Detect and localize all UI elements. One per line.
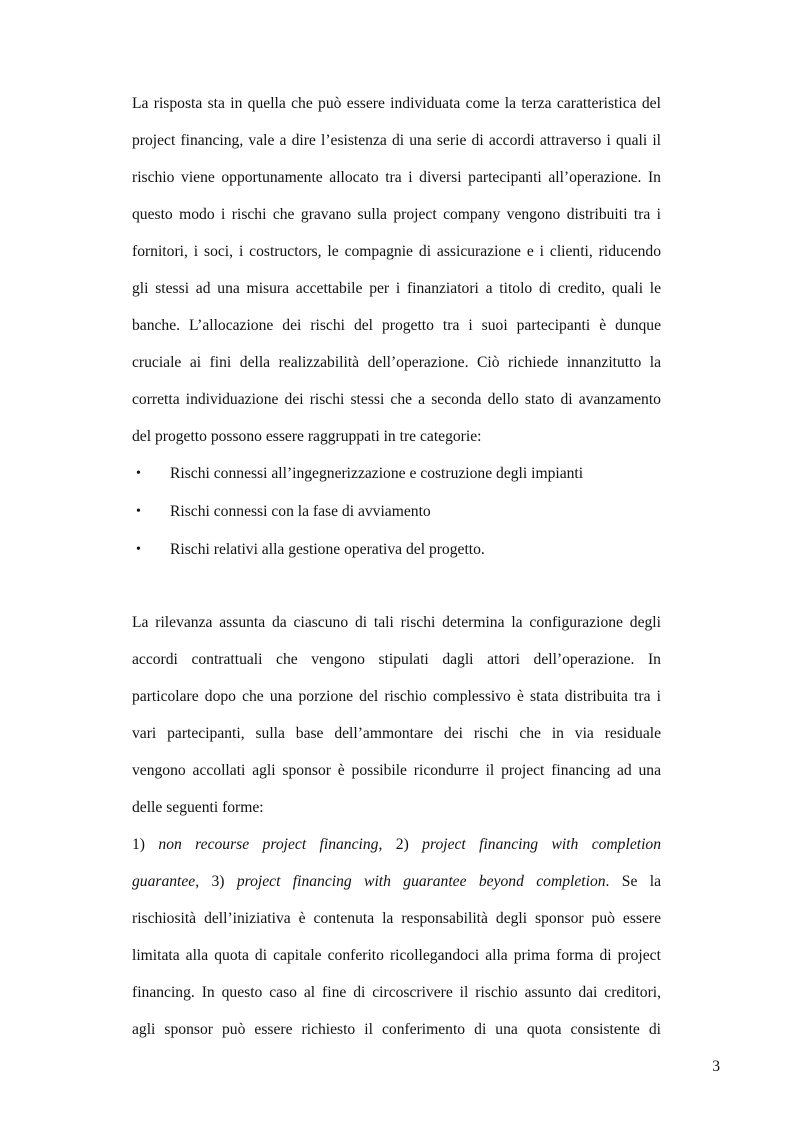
- text-line: corretta individuazione dei rischi stessi che a seconda dello stato di avanzamento: [132, 391, 661, 408]
- text-line: limitata alla quota di capitale conferito ricollegandoci alla prima forma di project: [132, 947, 661, 964]
- text-line: cruciale ai fini della realizzabilità dell’operazione. Ciò richiede innanzitutto la: [132, 354, 661, 371]
- text-run-italic: project financing with guarantee beyond completion: [236, 873, 606, 890]
- list-item: [132, 539, 661, 561]
- list-item-text: Rischi connessi all’ingegnerizzazione e costruzione degli impianti: [170, 465, 584, 482]
- text-run-italic: non recourse project financing: [158, 836, 379, 853]
- text-line: delle seguenti forme:: [132, 799, 264, 816]
- bullet-icon: •: [136, 466, 141, 481]
- text-line: vengono accollati agli sponsor è possibile ricondurre il project financing ad una: [132, 762, 661, 779]
- bullet-icon: •: [136, 504, 141, 519]
- text-line: banche. L’allocazione dei rischi del progetto tra i suoi partecipanti è dunque: [132, 317, 661, 334]
- text-line: rischiosità dell’iniziativa è contenuta la responsabilità degli sponsor può essere: [132, 910, 661, 927]
- text-line: particolare dopo che una porzione del rischio complessivo è stata distribuita tra i: [132, 688, 661, 705]
- text-line: accordi contrattuali che vengono stipulati dagli attori dell’operazione. In: [132, 651, 661, 668]
- list-item: [132, 501, 661, 523]
- text-line: del progetto possono essere raggruppati in tre categorie:: [132, 428, 482, 445]
- text-run-italic: guarantee: [132, 873, 196, 890]
- text-line: fornitori, i soci, i costructors, le compagnie di assicurazione e i clienti, riducendo: [132, 243, 661, 260]
- text-run: , 3): [195, 873, 237, 890]
- list-item-text: Rischi relativi alla gestione operativa del progetto.: [170, 541, 485, 558]
- page-number: 3: [712, 1058, 720, 1075]
- text-line: vari partecipanti, sulla base dell’ammontare dei rischi che in via residuale: [132, 725, 661, 742]
- text-run-italic: project financing with completion: [422, 836, 661, 853]
- text-line: [132, 871, 661, 893]
- text-line: agli sponsor può essere richiesto il conferimento di una quota consistente di: [132, 1021, 661, 1038]
- list-item: [132, 463, 661, 485]
- list-item-text: Rischi connessi con la fase di avviamento: [170, 503, 431, 520]
- text-run: . Se la: [605, 873, 661, 890]
- text-line: [132, 834, 661, 856]
- bullet-icon: •: [136, 542, 141, 557]
- text-line: La rilevanza assunta da ciascuno di tali rischi determina la configurazione degli: [132, 614, 661, 631]
- text-run: , 2): [378, 836, 423, 853]
- text-line: gli stessi ad una misura accettabile per i finanziatori a titolo di credito, quali le: [132, 280, 661, 297]
- text-line: questo modo i rischi che gravano sulla project company vengono distribuiti tra i: [132, 206, 661, 223]
- text-run: 1): [132, 836, 159, 853]
- text-line: La risposta sta in quella che può essere individuata come la terza caratteristica del: [132, 95, 661, 112]
- text-line: rischio viene opportunamente allocato tra i diversi partecipanti all’operazione. In: [132, 169, 661, 186]
- text-line: financing. In questo caso al fine di circoscrivere il rischio assunto dai creditori,: [132, 984, 661, 1001]
- text-line: project financing, vale a dire l’esistenza di una serie di accordi attraverso i quali il: [132, 132, 661, 149]
